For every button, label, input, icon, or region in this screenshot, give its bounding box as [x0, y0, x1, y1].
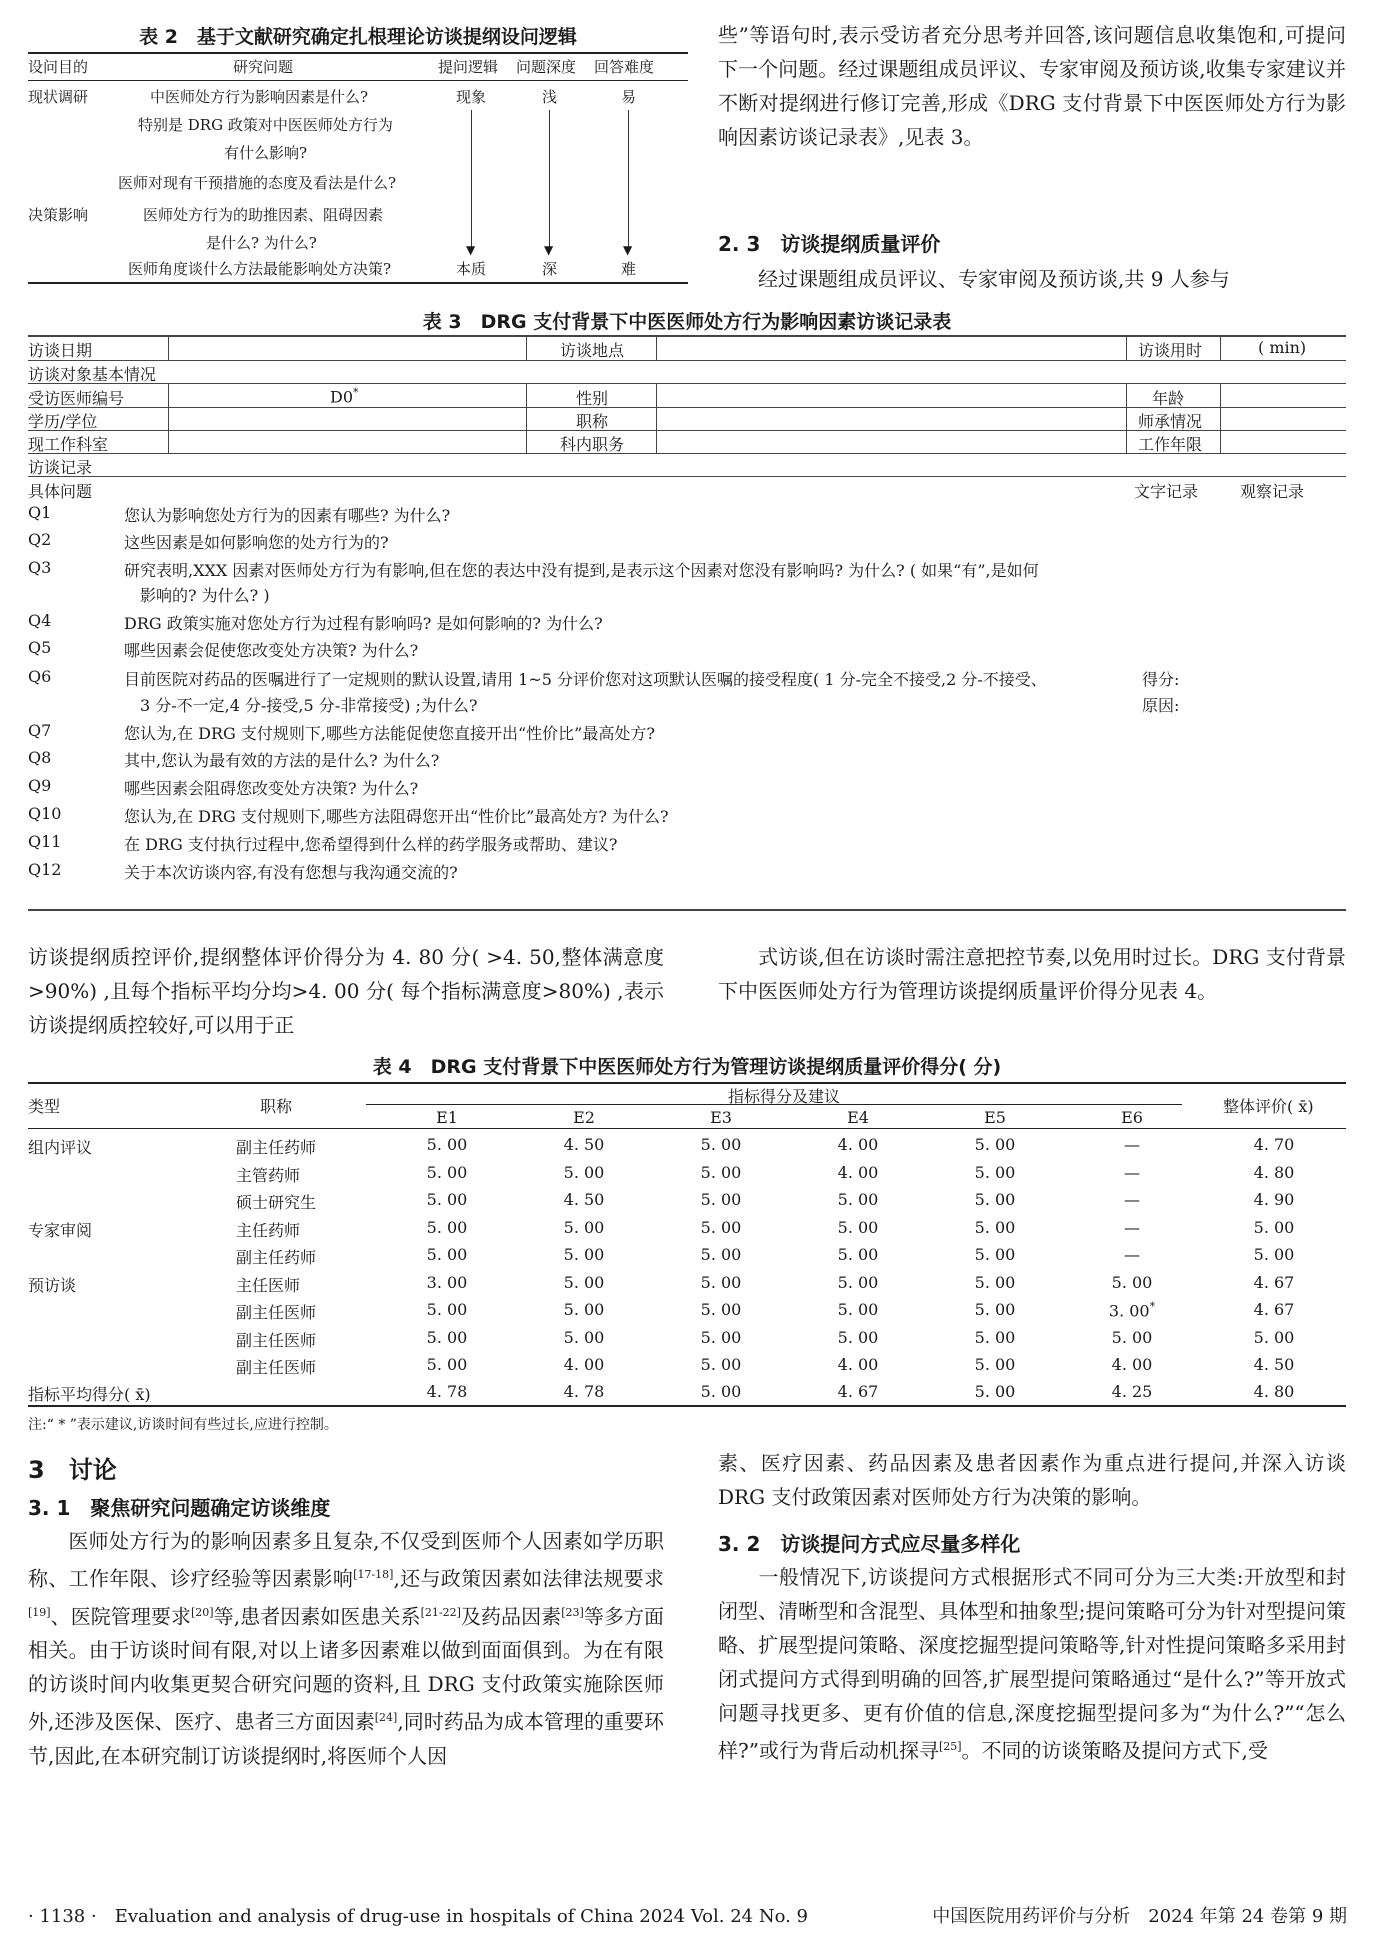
t4-cell-e6: [1092, 1245, 1172, 1264]
t3-title-pro: 职称: [576, 412, 609, 431]
t4-cell-value: 5. 00: [974, 1190, 1016, 1209]
t3-q-id: Q7: [28, 721, 52, 740]
t4-cell-value: 5. 00: [426, 1245, 468, 1264]
section-3-heading: 3 讨论: [28, 1456, 117, 1484]
t4-row-title: 硕士研究生: [236, 1193, 317, 1212]
t3-record: 访谈记录: [28, 458, 93, 477]
t2-difficulty-arrowhead-icon: ▼: [623, 243, 633, 257]
t4-cell-e2: [544, 1245, 624, 1264]
t3-q5: 哪些因素会促使您改变处方决策? 为什么?: [124, 641, 419, 660]
t3-q-id: Q4: [28, 611, 52, 630]
t4-cell-e5: [955, 1300, 1035, 1319]
t4-cell-value: 5. 00: [974, 1245, 1016, 1264]
t4-header-overall: 整体评价( x̄): [1223, 1097, 1314, 1116]
t4-cell-value: 5. 00: [426, 1300, 468, 1319]
t3-mentor: 师承情况: [1138, 412, 1203, 431]
t4-cell-overall: 4. 70: [1253, 1135, 1295, 1154]
t4-cell-e4: [818, 1245, 898, 1264]
t2-depth-bottom: 深: [542, 260, 558, 278]
t4-row-title: 副主任药师: [236, 1138, 317, 1157]
t4-cell-e4: [818, 1163, 898, 1182]
footer-left: · 1138 · Evaluation and analysis of drug-use in hospitals of China 2024 Vol. 24 No. 9: [28, 1906, 809, 1927]
t3-q-id: Q11: [28, 832, 62, 851]
mid-left-paragraph: 访谈提纲质控评价,提纲整体评价得分为 4. 80 分( >4. 50,整体满意度>90%) ,且每个指标平均分均>4. 00 分( 每个指标满意度>80%) ,表示访谈提纲质控较好,可以用于正: [28, 945, 664, 1037]
t4-cell-e3: [681, 1355, 761, 1374]
t4-cell-e1: [407, 1135, 487, 1154]
t2-header-question: 研究问题: [233, 58, 294, 76]
t4-row-title: 主任医师: [236, 1275, 301, 1295]
t3-q-id: Q6: [28, 667, 52, 686]
t3-q6-reason: 原因:: [1142, 696, 1180, 715]
t4-cell-e6: [1092, 1218, 1172, 1237]
t4-header-e6: E6: [1121, 1108, 1143, 1127]
t4-cell-value: 4. 00: [837, 1162, 879, 1182]
t4-cell-value: 5. 00: [837, 1300, 879, 1319]
t3-observe-record: 观察记录: [1240, 482, 1305, 501]
t3-doctor-id: 受访医师编号: [28, 389, 125, 408]
t4-cell-e3: [681, 1218, 761, 1237]
t3-q11: 在 DRG 支付执行过程中,您希望得到什么样的药学服务或帮助、建议?: [124, 835, 618, 854]
t4-cell-value: 5. 00: [974, 1135, 1016, 1154]
t3-interview-time: 访谈用时: [1138, 341, 1203, 360]
mid-right-paragraph: 式访谈,但在访谈时需注意把控节奏,以免用时过长。DRG 支付背景下中医医师处方行为管理访谈提纲质量评价得分见表 4。: [718, 945, 1346, 1003]
t3-q6a: 目前医院对药品的医嘱进行了一定规则的默认设置,请用 1~5 分评价您对这项默认医嘱的接受程度( 1 分-完全不接受,2 分-不接受、: [124, 670, 1047, 689]
t3-doctor-id-value: D0*: [330, 386, 359, 407]
t4-cell-e4: [818, 1273, 898, 1292]
t4-cell-value: 5. 00: [426, 1190, 468, 1209]
t2-header-purpose: 设问目的: [28, 58, 89, 76]
t4-cell-e5: [955, 1273, 1035, 1292]
t4-row-type: 专家审阅: [28, 1220, 93, 1240]
t4-cell-e2: [544, 1300, 624, 1319]
t4-cell-value: 5. 00: [700, 1300, 742, 1319]
t4-cell-overall: 5. 00: [1253, 1217, 1295, 1237]
t4-cell-value: 5. 00: [974, 1162, 1016, 1182]
t4-cell-e4: [818, 1328, 898, 1347]
t4-cell-e4: [818, 1190, 898, 1209]
t4-note: 注:“ * ”表示建议,访谈时间有些过长,应进行控制。: [28, 1417, 338, 1433]
section-3-1-right-paragraph: 素、医疗因素、药品因素及患者因素作为重点进行提问,并深入访谈 DRG 支付政策因素对医师处方行为决策的影响。: [718, 1451, 1346, 1509]
t4-cell-value: 5. 00: [700, 1327, 742, 1347]
t2-logic-bottom: 本质: [456, 260, 487, 278]
t4-avg-e3: 5. 00: [700, 1382, 742, 1401]
t4-cell-e1: [407, 1273, 487, 1292]
t2-depth-arrow: [549, 110, 550, 248]
t4-cell-e2: [544, 1273, 624, 1292]
t4-cell-value: 5. 00: [426, 1327, 468, 1347]
t4-cell-e5: [955, 1355, 1035, 1374]
t3-dept-position: 科内职务: [560, 435, 625, 454]
t4-cell-value: 5. 00: [563, 1217, 605, 1237]
t4-cell-e6: [1092, 1163, 1172, 1182]
t4-cell-overall: 4. 80: [1253, 1162, 1295, 1182]
t3-q-id: Q3: [28, 558, 52, 577]
t4-cell-e5: [955, 1190, 1035, 1209]
t4-cell-e5: [955, 1163, 1035, 1182]
t4-cell-e2: [544, 1218, 624, 1237]
t2-question: 医师角度谈什么方法最能影响处方决策?: [128, 260, 392, 278]
t4-cell-value: —: [1124, 1162, 1140, 1182]
t4-cell-value: 5. 00: [974, 1355, 1016, 1374]
t3-q-id: Q2: [28, 530, 52, 549]
t4-cell-value: 4. 00: [563, 1355, 605, 1374]
t2-depth-arrowhead-icon: ▼: [544, 243, 554, 257]
t2-header-depth: 问题深度: [516, 58, 577, 76]
t4-cell-e6: [1092, 1328, 1172, 1347]
section-2-3-heading: 2. 3 访谈提纲质量评价: [718, 232, 941, 256]
t4-avg-overall: 4. 80: [1253, 1382, 1295, 1401]
t4-cell-value: —: [1124, 1190, 1140, 1209]
t4-row-type: 预访谈: [28, 1275, 77, 1295]
t3-q4: DRG 政策实施对您处方行为过程有影响吗? 是如何影响的? 为什么?: [124, 614, 603, 633]
t4-cell-e1: [407, 1300, 487, 1319]
t4-row-title: 副主任药师: [236, 1248, 317, 1267]
table4: [28, 1082, 1346, 1407]
t2-logic-top: 现象: [456, 88, 487, 106]
t4-header-e4: E4: [847, 1108, 869, 1127]
table4-title: 表 4 DRG 支付背景下中医医师处方行为管理访谈提纲质量评价得分( 分): [372, 1056, 1002, 1078]
t4-header-e3: E3: [710, 1108, 732, 1127]
footer-right: 中国医院用药评价与分析 2024 年第 24 卷第 9 期: [932, 1906, 1347, 1927]
t4-cell-e3: [681, 1245, 761, 1264]
t2-question: 中医师处方行为影响因素是什么?: [150, 88, 369, 106]
t4-cell-e1: [407, 1190, 487, 1209]
t4-cell-value: —: [1124, 1217, 1140, 1237]
t4-cell-e3: [681, 1300, 761, 1319]
t4-cell-e3: [681, 1190, 761, 1209]
t4-cell-e3: [681, 1273, 761, 1292]
t4-cell-e2: [544, 1163, 624, 1182]
t3-q6-score: 得分:: [1142, 670, 1180, 689]
t3-q1: 您认为影响您处方行为的因素有哪些? 为什么?: [124, 506, 451, 525]
t3-q10: 您认为,在 DRG 支付规则下,哪些方法阻碍您开出“性价比”最高处方? 为什么?: [124, 807, 669, 826]
section-3-2-paragraph: 一般情况下,访谈提问方式根据形式不同可分为三大类:开放型和封闭型、清晰型和含混型、具体型和抽象型;提问策略可分为针对型提问策略、扩展型提问策略、深度挖掘型提问策略等,针对性提问策略多采用封闭式提问方式得到明确的回答,扩展型提问策略通过“是什么?”等开放式问题寻找更多、更有价值的信息,深度挖掘型提问多为“为什么?”“怎么样?”或行为背后动机探寻[25]。不同的访谈策略及提问方式下,受: [718, 1565, 1346, 1763]
t4-cell-e6: [1092, 1190, 1172, 1209]
t4-cell-value: 5. 00: [837, 1245, 879, 1264]
t4-cell-value: 5. 00: [837, 1190, 879, 1209]
t4-cell-e5: [955, 1245, 1035, 1264]
t4-cell-value: 5. 00: [700, 1217, 742, 1237]
t4-cell-value: 5. 00: [700, 1272, 742, 1292]
t4-row-title: 主任药师: [236, 1220, 301, 1240]
t2-question: 有什么影响?: [224, 144, 308, 162]
t3-time-unit: ( min): [1258, 338, 1307, 357]
table2-title: 表 2 基于文献研究确定扎根理论访谈提纲设问逻辑: [139, 26, 577, 48]
t4-cell-e1: [407, 1245, 487, 1264]
t4-cell-overall: 4. 90: [1253, 1190, 1295, 1209]
t4-cell-value: 5. 00: [837, 1272, 879, 1292]
t4-cell-overall: 4. 67: [1253, 1272, 1295, 1292]
t2-purpose-decision: 决策影响: [28, 206, 89, 224]
t2-question: 是什么? 为什么?: [206, 234, 317, 252]
t4-cell-value: 4. 50: [563, 1135, 605, 1154]
t3-gender: 性别: [576, 389, 609, 408]
t4-cell-value: 5. 00: [974, 1300, 1016, 1319]
section-3-2-heading: 3. 2 访谈提问方式应尽量多样化: [718, 1532, 1021, 1556]
t4-cell-value: 5. 00: [700, 1135, 742, 1154]
t4-cell-e2: [544, 1328, 624, 1347]
t3-q-id: Q12: [28, 860, 62, 879]
t2-difficulty-top: 易: [621, 88, 637, 106]
t4-cell-mark: *: [1149, 1300, 1156, 1313]
t4-header-e5: E5: [984, 1108, 1006, 1127]
t4-cell-e6: [1092, 1355, 1172, 1374]
t4-row-title: 副主任医师: [236, 1358, 317, 1377]
t3-interview-date: 访谈日期: [28, 341, 93, 360]
t3-q8: 其中,您认为最有效的方法的是什么? 为什么?: [124, 751, 440, 770]
t4-cell-overall: 4. 67: [1253, 1300, 1295, 1319]
t4-cell-value: 3. 00: [1108, 1301, 1150, 1321]
t4-cell-e1: [407, 1218, 487, 1237]
t4-cell-value: 3. 00: [426, 1272, 468, 1292]
t4-cell-e3: [681, 1163, 761, 1182]
t3-q-id: Q8: [28, 748, 52, 767]
t4-cell-value: 5. 00: [1111, 1327, 1153, 1347]
t4-header-title: 职称: [260, 1097, 293, 1116]
table3-title: 表 3 DRG 支付背景下中医医师处方行为影响因素访谈记录表: [422, 311, 952, 333]
t4-avg-e2: 4. 78: [563, 1382, 605, 1401]
right-top-paragraph-2: 经过课题组成员评议、专家审阅及预访谈,共 9 人参与: [758, 267, 1230, 291]
t4-cell-value: 4. 00: [837, 1135, 879, 1154]
t4-cell-e5: [955, 1135, 1035, 1154]
t4-cell-value: 5. 00: [563, 1272, 605, 1292]
t4-row-title: 主管药师: [236, 1165, 301, 1185]
t4-row-type: 组内评议: [28, 1138, 93, 1157]
t4-cell-e4: [818, 1355, 898, 1374]
t4-row-title: 副主任医师: [236, 1303, 317, 1322]
t3-interview-place: 访谈地点: [560, 341, 625, 360]
t4-cell-value: 5. 00: [563, 1300, 605, 1319]
t3-q7: 您认为,在 DRG 支付规则下,哪些方法能促使您直接开出“性价比”最高处方?: [124, 724, 655, 743]
t2-logic-arrow: [471, 110, 472, 248]
t4-cell-e4: [818, 1300, 898, 1319]
t4-cell-value: 5. 00: [700, 1162, 742, 1182]
t4-cell-value: 5. 00: [426, 1355, 468, 1374]
t3-q12: 关于本次访谈内容,有没有您想与我沟通交流的?: [124, 863, 458, 882]
t4-cell-e6: [1092, 1300, 1172, 1320]
t4-cell-value: 4. 00: [1111, 1355, 1153, 1374]
t4-cell-value: 4. 50: [563, 1190, 605, 1209]
t2-question: 特别是 DRG 政策对中医医师处方行为: [138, 116, 393, 134]
t4-cell-value: 5. 00: [837, 1217, 879, 1237]
t4-cell-e6: [1092, 1135, 1172, 1154]
t4-cell-e1: [407, 1355, 487, 1374]
t3-q6b: 3 分-不一定,4 分-接受,5 分-非常接受) ;为什么?: [140, 696, 478, 715]
t3-q-id: Q5: [28, 638, 52, 657]
t4-avg-e1: 4. 78: [426, 1382, 468, 1401]
t4-cell-value: 5. 00: [700, 1190, 742, 1209]
t4-cell-overall: 5. 00: [1253, 1327, 1295, 1347]
t4-cell-value: 5. 00: [426, 1217, 468, 1237]
t4-cell-value: 5. 00: [426, 1135, 468, 1154]
t4-avg-e4: 4. 67: [837, 1382, 879, 1401]
t3-department: 现工作科室: [28, 435, 109, 454]
t2-depth-top: 浅: [542, 88, 558, 106]
t4-header-e2: E2: [573, 1108, 595, 1127]
t4-cell-value: 5. 00: [837, 1327, 879, 1347]
t3-q-id: Q10: [28, 804, 62, 823]
t4-cell-e2: [544, 1355, 624, 1374]
t4-cell-value: 5. 00: [700, 1245, 742, 1264]
t4-cell-overall: 4. 50: [1253, 1355, 1295, 1374]
t4-cell-e4: [818, 1135, 898, 1154]
t4-header-type: 类型: [28, 1097, 61, 1116]
t4-cell-e3: [681, 1328, 761, 1347]
t3-age: 年龄: [1152, 389, 1185, 408]
t4-cell-e3: [681, 1135, 761, 1154]
t4-cell-overall: 5. 00: [1253, 1245, 1295, 1264]
t4-avg-e5: 5. 00: [974, 1382, 1016, 1401]
right-top-paragraph: 些”等语句时,表示受访者充分思考并回答,该问题信息收集饱和,可提问下一个问题。经过课题组成员评议、专家审阅及预访谈,收集专家建议并不断对提纲进行修订完善,形成《DRG 支付背景下中医医师处方行为影响因素访谈记录表》,见表 3。: [718, 23, 1346, 149]
t4-cell-e4: [818, 1218, 898, 1237]
t2-question: 医师对现有干预措施的态度及看法是什么?: [118, 174, 397, 192]
t4-cell-e5: [955, 1218, 1035, 1237]
t3-text-record: 文字记录: [1134, 482, 1199, 501]
t2-difficulty-bottom: 难: [621, 260, 637, 278]
t2-difficulty-arrow: [628, 110, 629, 248]
t4-cell-value: 5. 00: [974, 1327, 1016, 1347]
t4-cell-value: 5. 00: [563, 1162, 605, 1182]
t4-cell-value: 4. 00: [837, 1355, 879, 1374]
t4-row-title: 副主任医师: [236, 1330, 317, 1350]
t4-cell-e2: [544, 1135, 624, 1154]
t4-avg-label: 指标平均得分( x̄): [28, 1385, 151, 1404]
t4-cell-e2: [544, 1190, 624, 1209]
t4-header-e1: E1: [436, 1108, 458, 1127]
t2-purpose-status: 现状调研: [28, 88, 89, 106]
t2-header-difficulty: 回答难度: [594, 58, 655, 76]
table3: [28, 335, 1346, 910]
t4-cell-e1: [407, 1163, 487, 1182]
t4-cell-value: —: [1124, 1245, 1140, 1264]
t4-cell-e5: [955, 1328, 1035, 1347]
t3-basic-info: 访谈对象基本情况: [28, 365, 157, 384]
t4-cell-value: 5. 00: [426, 1162, 468, 1182]
t3-q9: 哪些因素会阻碍您改变处方决策? 为什么?: [124, 779, 419, 798]
t3-q-id: Q1: [28, 503, 52, 522]
t3-education: 学历/学位: [28, 412, 98, 431]
t4-cell-value: 5. 00: [563, 1327, 605, 1347]
t4-cell-value: 5. 00: [1111, 1272, 1153, 1292]
t4-cell-value: 5. 00: [974, 1272, 1016, 1292]
t4-avg-e6: 4. 25: [1111, 1382, 1153, 1401]
t2-question: 医师处方行为的助推因素、阻碍因素: [143, 206, 384, 224]
t4-cell-value: 5. 00: [700, 1355, 742, 1374]
table2: [28, 52, 688, 284]
t3-q3b: 影响的? 为什么? ): [140, 586, 270, 605]
t2-header-logic: 提问逻辑: [438, 58, 499, 76]
t4-header-group: 指标得分及建议: [728, 1087, 841, 1106]
t4-cell-e6: [1092, 1273, 1172, 1292]
t3-q2: 这些因素是如何影响您的处方行为的?: [124, 533, 389, 552]
t2-logic-arrowhead-icon: ▼: [466, 243, 476, 257]
section-3-1-heading: 3. 1 聚焦研究问题确定访谈维度: [28, 1496, 331, 1520]
t4-cell-value: 5. 00: [974, 1217, 1016, 1237]
t3-q-id: Q9: [28, 776, 52, 795]
t4-cell-value: —: [1124, 1135, 1140, 1154]
t4-cell-e1: [407, 1328, 487, 1347]
t3-q3a: 研究表明,XXX 因素对医师处方行为有影响,但在您的表达中没有提到,是表示这个因素对您没有影响吗? 为什么? ( 如果“有”,是如何: [124, 561, 1039, 580]
t3-specific-q: 具体问题: [28, 482, 93, 501]
t3-work-years: 工作年限: [1138, 435, 1203, 454]
section-3-1-paragraph: 医师处方行为的影响因素多且复杂,不仅受到医师个人因素如学历职称、工作年限、诊疗经验等因素影响[17-18],还与政策因素如法律法规要求[19]、医院管理要求[20]等,患者因素如医患关系[21-22]及药品因素[23]等多方面相关。由于访谈时间有限,对以上诸多因素难以做到面面俱到。为在有限的访谈时间内收集更契合研究问题的资料,且 DRG 支付政策实施除医师外,还涉及医保、医疗、患者三方面因素[24],同时药品为成本管理的重要环节,因此,在本研究制订访谈提纲时,将医师个人因: [28, 1529, 665, 1768]
t4-cell-value: 5. 00: [563, 1245, 605, 1264]
